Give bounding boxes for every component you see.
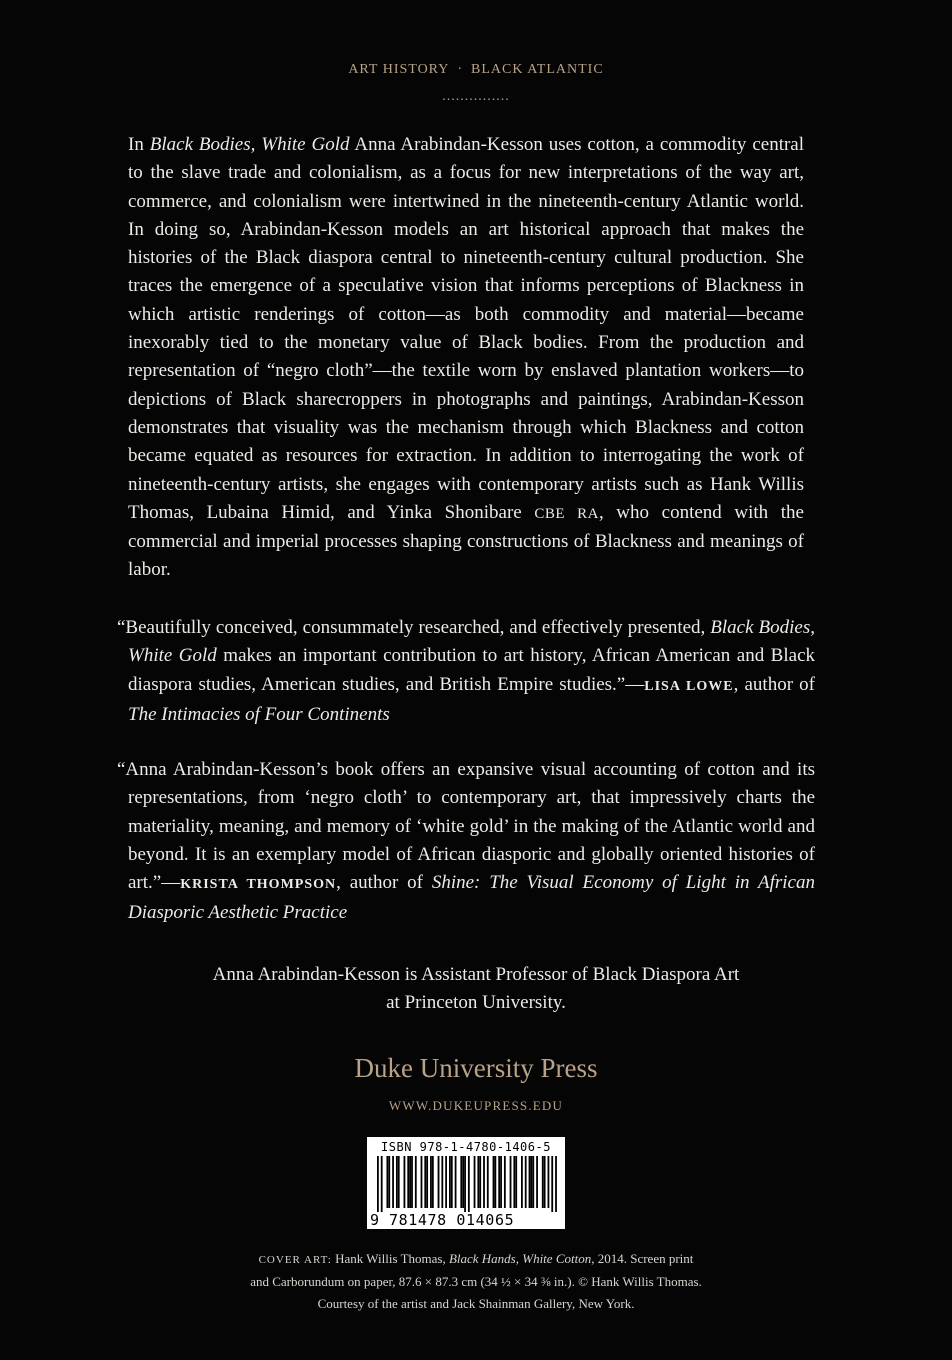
author-bio (0, 961, 952, 1017)
credit-line-2: and Carborundum on paper, 87.6 × 87.3 cm (34 ½ × 34 ⅜ in.). © Hank Willis Thomas. (250, 1274, 702, 1289)
barcode-bar (388, 1156, 390, 1208)
barcode-bar (426, 1156, 428, 1208)
barcode-bar (411, 1156, 413, 1208)
barcode-bar (477, 1156, 479, 1208)
barcode-bar (432, 1156, 434, 1208)
barcode-bar (409, 1156, 411, 1208)
barcode-bar (396, 1156, 398, 1208)
dotted-divider: ............... (442, 89, 510, 104)
barcode-bar (377, 1156, 379, 1212)
barcode-bar (415, 1156, 417, 1208)
blurb-body-2: , who contend with the commercial and imperial processes shaping constructions of Blackness and meanings of labor. (128, 501, 804, 581)
category-black-atlantic: BLACK ATLANTIC (471, 62, 604, 77)
credit-label: COVER ART: (258, 1254, 332, 1266)
barcode-bar (455, 1156, 457, 1208)
barcode-bar (460, 1156, 462, 1208)
barcode-bar (536, 1156, 538, 1208)
bio-line-1: Anna Arabindan-Kesson is Assistant Professor of Black Diaspora Art (212, 964, 740, 985)
barcode-bar (468, 1156, 470, 1212)
barcode-bar (515, 1156, 517, 1208)
barcode-bar (504, 1156, 506, 1208)
book-description (128, 131, 804, 585)
barcode-bar (494, 1156, 496, 1208)
barcode-bar (500, 1156, 502, 1208)
barcode-bar (451, 1156, 453, 1208)
barcode-bar (551, 1156, 553, 1212)
credit-work-title: Black Hands, White Cotton (448, 1251, 592, 1266)
blurb-book-title: Black Bodies, White Gold (149, 134, 350, 155)
blurb-body-1: Anna Arabindan-Kesson uses cotton, a commodity central to the slave trade and colonialism, as a focus for new interpretations of the way art, commerce, and colonialism were intertwined in the nineteenth-century Atlantic world. In doing so, Arabindan-Kesson models an art historical approach that makes the histories of the Black diaspora central to nineteenth-century cultural production. She traces the emergence of a speculative vision that informs perceptions of Blackness in which artistic renderings of cotton—as both commodity and material—became inexorably tied to the monetary value of Black bodies. From the production and representation of “negro cloth”—the textile worn by enslaved plantation workers—to depictions of Black sharecroppers in photographs and paintings, Arabindan-Kesson demonstrates that visuality was the mechanism through which Blackness and cotton became equated as resources for extraction. In addition to interrogating the work of nineteenth-century artists, she engages with contemporary artists such as Hank Willis Thomas, Lubaina Himid, and Yinka Shonibare (128, 134, 805, 523)
barcode-bar (493, 1156, 495, 1208)
blurb-lead-in: In (128, 134, 150, 155)
barcode-bar (532, 1156, 534, 1208)
barcode-bar (479, 1156, 481, 1208)
category-header (0, 62, 952, 78)
barcode-bar (464, 1156, 466, 1212)
credit-details-1: , 2014. Screen print (591, 1251, 694, 1266)
quote-1-author: LISA LOWE (644, 678, 734, 694)
credit-line-3: Courtesy of the artist and Jack Shainman Gallery, New York. (317, 1296, 635, 1311)
category-separator: · (457, 62, 464, 77)
barcode-bar (421, 1156, 423, 1208)
barcode-bar (529, 1156, 531, 1208)
barcode-bars (377, 1156, 557, 1212)
barcode-bar (555, 1156, 557, 1212)
blurb-honors: CBE RA (534, 505, 599, 522)
quote-1-book-title: Black Bodies, White Gold (128, 617, 816, 667)
barcode-bar (441, 1156, 443, 1208)
barcode-bar (386, 1156, 388, 1208)
category-art-history: ART HISTORY (348, 62, 450, 77)
barcode-digits-rest: 781478 014065 (389, 1211, 515, 1229)
credit-artist: Hank Willis Thomas, (331, 1251, 449, 1266)
barcode-bar (381, 1156, 383, 1212)
barcode-bar (474, 1156, 476, 1208)
bio-line-2: at Princeton University. (386, 992, 566, 1013)
isbn-number: ISBN 978-1-4780-1406-5 (381, 1140, 551, 1154)
barcode-bar (404, 1156, 406, 1208)
barcode-bar (424, 1156, 426, 1208)
publisher-url: WWW.DUKEUPRESS.EDU (388, 1098, 564, 1113)
quote-1-body: makes an important contribution to art history, African American and Black diaspora studies, American studies, and British Empire studies.”— (128, 645, 815, 695)
barcode-bar (483, 1156, 485, 1208)
endorsement-quote-lowe (117, 614, 815, 729)
barcode-bar (445, 1156, 447, 1208)
barcode-bar (398, 1156, 400, 1208)
quote-2-author-book: Shine: The Visual Economy of Light in African Diasporic Aesthetic Practice (128, 872, 815, 924)
barcode-bar (462, 1156, 464, 1208)
barcode-bar (510, 1156, 512, 1208)
barcode-bar (430, 1156, 432, 1208)
barcode-bar (407, 1156, 409, 1208)
endorsement-quote-thompson (117, 756, 815, 928)
barcode-digit-first: 9 (370, 1211, 380, 1229)
publisher-name: Duke University Press (354, 1053, 598, 1083)
barcode-bar (525, 1156, 527, 1208)
barcode-bar (544, 1156, 546, 1208)
quote-1-open: “Beautifully conceived, consummately researched, and effectively presented, (117, 617, 711, 638)
quote-2-author-suffix: , author of (336, 872, 432, 894)
barcode-bar (449, 1156, 451, 1208)
barcode-bar (498, 1156, 500, 1208)
quote-2-author: KRISTA THOMPSON (180, 877, 337, 893)
barcode-bar (521, 1156, 523, 1208)
isbn-barcode (367, 1137, 565, 1229)
barcode-bar (548, 1156, 550, 1208)
quote-2-body: “Anna Arabindan-Kesson’s book offers an expansive visual accounting of cotton and its representations, from ‘negro cloth’ to contemporary art, that impressively charts the materiality, meaning, and memory of ‘white gold’ in the making of the Atlantic world and beyond. It is an exemplary model of African diasporic and globally oriented histories of art.”— (117, 759, 815, 894)
barcode-bar (392, 1156, 394, 1208)
barcode-bar (438, 1156, 440, 1208)
barcode-bar (487, 1156, 489, 1208)
cover-art-credit (0, 1248, 952, 1315)
barcode-bar (513, 1156, 515, 1208)
barcode-bar (530, 1156, 532, 1208)
quote-1-author-book: The Intimacies of Four Continents (128, 703, 390, 725)
quote-1-author-suffix: , author of (733, 673, 815, 695)
barcode-bar (542, 1156, 544, 1208)
